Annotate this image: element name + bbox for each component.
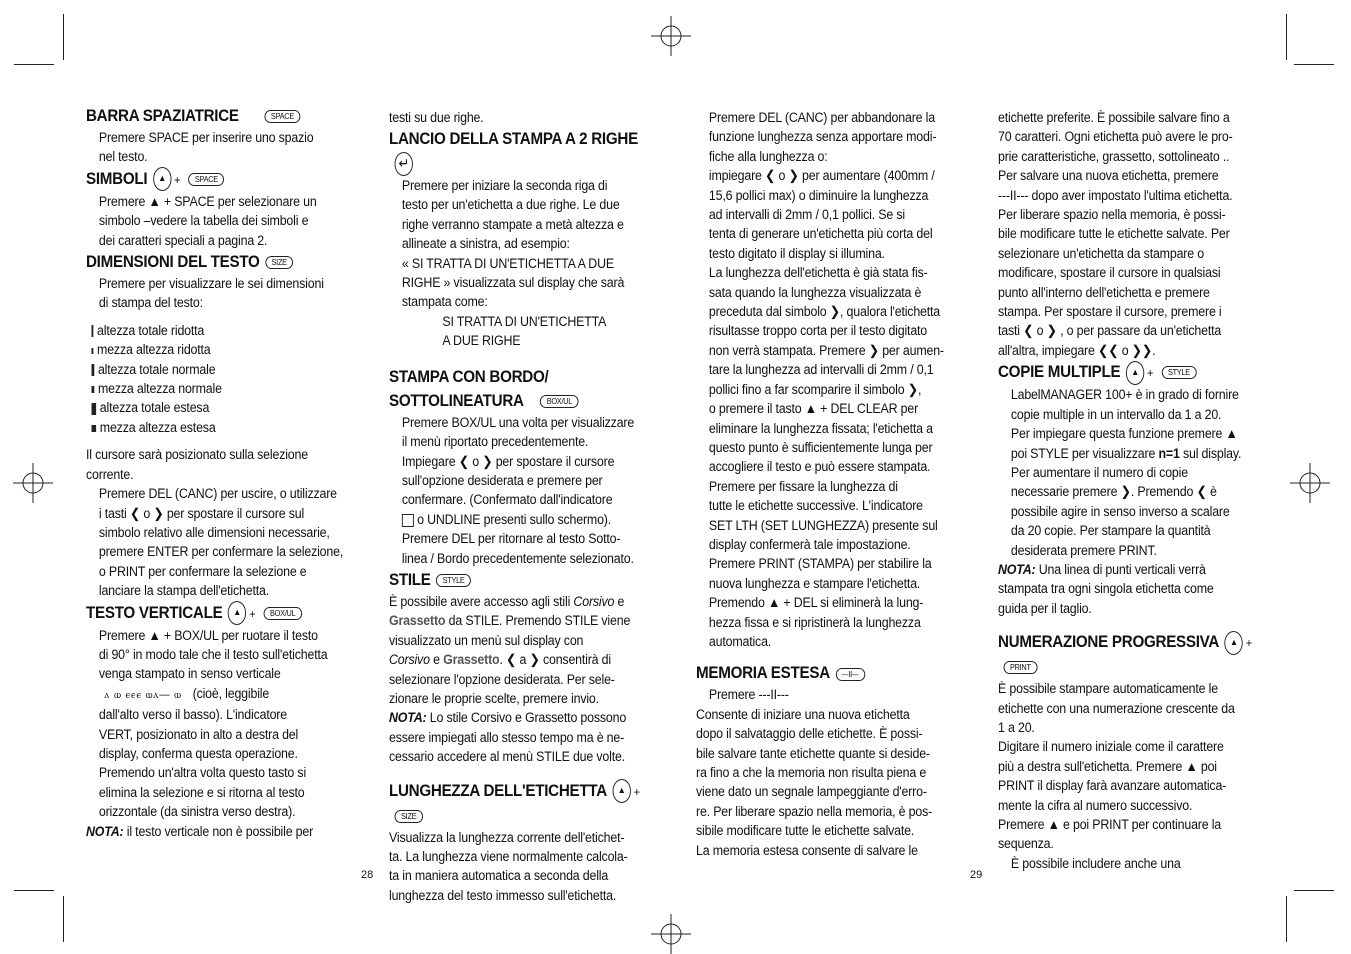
paragraph: testo digitato il display si illumina. [708,245,885,261]
paragraph: stampa. Per spostare il cursore, premere i [998,304,1222,320]
crop-mark [1286,896,1287,942]
up-arrow-key-icon: ▲ [1225,631,1243,655]
paragraph: o premere il tasto ▲ + DEL CLEAR per [708,401,919,417]
registration-mark-icon [651,914,691,954]
paragraph: tare la lunghezza ad intervalli di 2mm / 0,1 [708,362,934,378]
paragraph: necessarie premere ❯. Premendo ❮ è [1010,484,1217,500]
paragraph: simbolo –vedere la tabella dei simboli e [98,213,309,229]
heading-numerazione-progressiva: NUMERAZIONE PROGRESSIVA ▲ +PRINT [998,630,1256,679]
paragraph: visualizzato un menù sul display con [389,632,584,648]
paragraph: essere impiegati allo stesso tempo ma è ne- [389,729,625,745]
paragraph: dall'alto verso il basso). L'indicatore [98,707,287,723]
paragraph: cessario accedere al menù STILE due volte. [389,749,625,765]
paragraph: selezionare un'etichetta da stampare o [998,245,1204,261]
paragraph: La memoria estesa consente di salvare le [696,842,918,858]
paragraph: Per liberare spazio nella memoria, è possi- [998,207,1226,223]
paragraph: ⲁ ⲱ ⲉⲉⲉ ⲱⲁ— ⲱ (cioè, leggibile [104,685,270,701]
paragraph: simbolo relativo alle dimensioni necessarie, [98,524,330,540]
note: NOTA: il testo verticale non è possibile per [86,823,314,839]
paragraph: « SI TRATTA DI UN'ETICHETTA A DUE [401,255,614,271]
paragraph: mente la cifra al numero successivo. [998,797,1193,813]
crop-mark [63,896,64,942]
paragraph: Per impiegare questa funzione premere ▲ [1010,426,1238,442]
paragraph: orizzontale (da sinistra verso destra). [98,804,296,820]
paragraph: viene dato un segnale lampeggiante d'erro- [696,784,927,800]
paragraph: È possibile stampare automaticamente le [998,681,1218,697]
paragraph: ---II--- dopo aver impostato l'ultima etichetta. [998,187,1233,203]
size-glyph-icon [92,348,94,354]
paragraph: automatica. [708,633,772,649]
paragraph: display, conferma questa operazione. [98,745,298,761]
paragraph: Impiegare ❮ o ❯ per spostare il cursore [401,453,615,469]
paragraph: È possibile avere accesso agli stili Corsivo e [389,593,625,609]
paragraph: da 20 copie. Per stampare la quantità [1010,523,1211,539]
column-1 [86,104,344,841]
paragraph: re. Per liberare spazio nella memoria, è pos- [696,803,933,819]
paragraph: copie multiple in un intervallo da 1 a 20. [1010,406,1222,422]
paragraph: Per aumentare il numero di copie [1010,464,1188,480]
size-glyph-icon [92,325,94,337]
paragraph: dopo il salvataggio delle etichette. È possi- [696,726,923,742]
note: NOTA: Lo stile Corsivo e Grassetto possono [389,710,627,726]
registration-mark-icon [1290,463,1330,503]
paragraph: VERT, posizionato in alto a destra del [98,726,299,742]
paragraph: impiegare ❮ o ❯ per aumentare (400mm / [708,168,935,184]
paragraph: hezza fissa e si ripristinerà la lunghezza [708,614,921,630]
size-option: mezza altezza normale [86,379,344,398]
paragraph: lanciare la stampa dell'etichetta. [98,583,269,599]
paragraph: fiche alla lunghezza o: [708,148,828,164]
up-arrow-key-icon: ▲ [228,601,246,625]
paragraph: Digitare il numero iniziale come il carattere [998,739,1224,755]
size-option: altezza totale ridotta [86,321,344,340]
paragraph: più a destra sull'etichetta. Premere ▲ poi [998,758,1217,774]
crop-mark [1286,14,1287,60]
box-icon [402,514,414,527]
paragraph: tutte le etichette successive. L'indicatore [708,498,923,514]
paragraph: nuova lunghezza e stampare l'etichetta. [708,575,921,591]
paragraph: eliminare la lunghezza fissata; l'etichetta a [708,420,933,436]
note: NOTA: Una linea di punti verticali verrà [998,561,1206,577]
paragraph: bile modificare tutte le etichette salvate. Per [998,226,1230,242]
paragraph: tasti ❮ o ❯ , o per passare da un'etichetta [998,323,1222,339]
paragraph: 70 caratteri. Ogni etichetta può avere le pro- [998,129,1233,145]
paragraph: ta. La lunghezza viene normalmente calcola- [389,849,628,865]
paragraph: stampata tra ogni singola etichetta come [998,581,1214,597]
paragraph: preceduta dal simbolo ❯, qualora l'etichetta [708,304,941,320]
style-key-icon: STYLE [1162,366,1197,379]
up-arrow-key-icon: ▲ [612,779,630,803]
paragraph: Premere PRINT (STAMPA) per stabilire la [708,556,932,572]
paragraph: linea / Bordo precedentemente selezionato. [401,550,634,566]
heading-sottolineatura: SOTTOLINEATURA BOX/UL [389,389,647,413]
heading-memoria-estesa: MEMORIA ESTESA ---II--- [696,661,954,685]
paragraph: modificare, spostare il cursore in qualsiasi [998,265,1221,281]
paragraph: nel testo. [98,149,148,165]
paragraph: Premere ---II--- [708,687,789,703]
paragraph: ra fino a che la memoria non risulta piena e [696,765,927,780]
paragraph: di stampa del testo: [98,295,203,311]
paragraph: Premere ▲ + SPACE per selezionare un [98,193,317,209]
memory-key-icon: ---II--- [835,668,864,681]
paragraph: Per salvare una nuova etichetta, premere [998,168,1219,184]
paragraph: LabelMANAGER 100+ è in grado di fornire [1010,387,1239,403]
crop-mark [1294,64,1334,65]
registration-mark-icon [13,463,53,503]
column-2 [389,104,647,905]
paragraph: prie caratteristiche, grassetto, sottolineato .. [998,148,1230,164]
paragraph: PRINT il display farà avanzare automatica- [998,778,1227,794]
paragraph: SI TRATTA DI UN'ETICHETTA [442,313,607,329]
paragraph: Premere BOX/UL una volta per visualizzare [401,414,635,430]
paragraph: guida per il taglio. [998,600,1092,616]
heading-lunghezza-etichetta: LUNGHEZZA DELL'ETICHETTA ▲ +SIZE [389,779,647,828]
size-glyph-icon [92,403,97,415]
paragraph: Premere SPACE per inserire uno spazio [98,130,314,145]
heading-stile: STILE STYLE [389,568,647,592]
paragraph: Premere per visualizzare le sei dimensioni [98,276,324,292]
paragraph: dei caratteri speciali a pagina 2. [98,232,268,248]
paragraph: o PRINT per confermare la selezione e [98,563,307,579]
up-arrow-key-icon: ▲ [153,167,171,191]
paragraph: 1 a 20. [998,719,1035,735]
crop-mark [14,64,54,65]
heading-dimensioni-del-testo: DIMENSIONI DEL TESTO SIZE [86,250,344,274]
paragraph: testo per un'etichetta a due righe. Le due [401,197,620,213]
style-key-icon: STYLE [436,574,471,587]
paragraph: Consente di iniziare una nuova etichetta [696,706,910,722]
size-option: altezza totale estesa [86,398,344,417]
paragraph: desiderata premere PRINT. [1010,542,1157,558]
paragraph: premere ENTER per confermare la selezione, [98,544,344,560]
paragraph: funzione lunghezza senza apportare modi- [708,129,937,145]
paragraph: Premere DEL (CANC) per uscire, o utilizzare [98,486,337,502]
paragraph: etichette preferite. È possibile salvare fino a [998,110,1230,125]
paragraph: Visualizza la lunghezza corrente dell'etichet- [389,829,625,845]
paragraph: tenta di generare un'etichetta più corta del [708,226,933,242]
paragraph: selezionare l'opzione desiderata. Per sele- [389,671,615,687]
paragraph: possibile agire in senso inverso a scalare [1010,503,1230,519]
paragraph: Il cursore sarà posizionato sulla selezione [86,447,308,463]
page-number-right: 29 [970,869,983,881]
enter-key-icon: ↵ [395,152,413,176]
paragraph: non verrà stampata. Premere ❯ per aumen- [708,342,944,358]
page-number-left: 28 [361,869,374,881]
heading-testo-verticale: TESTO VERTICALE ▲ + BOX/UL [86,601,344,626]
paragraph: righe verranno stampate a metà altezza e [401,216,624,232]
size-key-icon: SIZE [265,256,293,269]
paragraph: È possibile includere anche una [1010,855,1181,871]
paragraph: risultasse troppo corta per il testo digitato [708,323,928,339]
box-ul-key-icon: BOX/UL [540,395,578,408]
paragraph: sull'opzione desiderata e premere per [401,472,603,488]
up-arrow-key-icon: ▲ [1126,361,1144,385]
paragraph: stampata come: [401,294,488,310]
paragraph: sibile modificare tutte le etichette salvate. [696,823,915,839]
paragraph: bile salvare tante etichette quante si deside- [696,745,930,761]
paragraph: Premere DEL (CANC) per abbandonare la [708,110,935,125]
paragraph: Premere ▲ + BOX/UL per ruotare il testo [98,627,318,643]
paragraph: RIGHE » visualizzata sul display che sarà [401,275,625,291]
crop-mark [14,890,54,891]
paragraph: elimina la selezione e si ritorna al testo [98,784,305,800]
paragraph: sequenza. [998,836,1054,852]
print-key-icon: PRINT [1004,661,1038,674]
paragraph: testi su due righe. [389,110,484,125]
heading-lancio-stampa: LANCIO DELLA STAMPA A 2 RIGHE↵ [389,127,647,176]
paragraph: allineate a sinistra, ad esempio: [401,236,570,252]
heading-simboli: SIMBOLI ▲ + SPACE [86,167,344,192]
heading-copie-multiple: COPIE MULTIPLE ▲ + STYLE [998,360,1256,385]
size-option: mezza altezza estesa [86,418,344,437]
paragraph: all'altra, impiegare ❮❮ o ❯❯. [998,342,1156,358]
size-option: altezza totale normale [86,360,344,379]
paragraph: il menù riportato precedentemente. [401,434,589,450]
paragraph: Premere per fissare la lunghezza di [708,478,898,494]
paragraph: Premere per iniziare la seconda riga di [401,178,608,194]
paragraph: Corsivo e Grassetto. ❮ a ❯ consentirà di [389,652,611,668]
column-3 [696,104,954,860]
paragraph: corrente. [86,466,134,482]
paragraph: zionare le proprie scelte, premere invio. [389,690,599,706]
size-glyph-icon [92,425,97,432]
paragraph: confermare. (Confermato dall'indicatore [401,492,613,508]
paragraph: etichette con una numerazione crescente da [998,700,1235,716]
paragraph: o UNDLINE presenti sullo schermo). [389,510,647,529]
paragraph: A DUE RIGHE [442,333,521,349]
column-4 [998,104,1256,873]
paragraph: Premere DEL per ritornare al testo Sotto- [401,531,621,547]
paragraph: poi STYLE per visualizzare n=1 sul display. [1010,445,1242,461]
paragraph: ta in maniera automatica a seconda della [389,868,609,884]
size-glyph-icon [92,364,95,376]
paragraph: punto all'interno dell'etichetta e premere [998,284,1210,300]
paragraph: i tasti ❮ o ❯ per spostare il cursore sul [98,505,305,521]
paragraph: sata quando la lunghezza visualizzata è [708,284,922,300]
space-key-icon: SPACE [188,173,224,186]
paragraph: lunghezza del testo immesso sull'etichetta. [389,887,617,903]
crop-mark [1294,890,1334,891]
heading-stampa-bordo: STAMPA CON BORDO/ [389,367,549,386]
paragraph: 15,6 pollici max) o diminuire la lunghezza [708,187,929,203]
paragraph: accogliere il testo e può essere stampata. [708,459,931,475]
paragraph: La lunghezza dell'etichetta è già stata fis- [708,265,928,281]
paragraph: pollici fino a far scomparire il simbolo ❯, [708,381,922,397]
vertical-text-glyphs: ⲁ ⲱ ⲉⲉⲉ ⲱⲁ— ⲱ [104,688,182,701]
paragraph: di 90° in modo tale che il testo sull'etichetta [98,646,328,662]
paragraph: ad intervalli di 2mm / 0,1 pollici. Se si [708,207,905,223]
paragraph: Premendo ▲ + DEL si eliminerà la lung- [708,595,924,611]
size-key-icon: SIZE [395,810,423,823]
paragraph: questo punto è sufficientemente lunga per [708,439,933,455]
paragraph: Grassetto da STILE. Premendo STILE viene [389,613,631,629]
heading-barra-spaziatrice: BARRA SPAZIATRICE SPACE [86,104,344,128]
paragraph: Premere ▲ e poi PRINT per continuare la [998,817,1222,832]
paragraph: Premendo un'altra volta questo tasto si [98,765,307,781]
paragraph: SET LTH (SET LUNGHEZZA) presente sul [708,517,938,533]
paragraph: display confermerà tale impostazione. [708,536,911,552]
registration-mark-icon [651,16,691,56]
size-glyph-icon [92,386,95,393]
box-ul-key-icon: BOX/UL [264,607,302,620]
size-option: mezza altezza ridotta [86,340,344,359]
crop-mark [63,14,64,60]
paragraph: venga stampato in senso verticale [98,666,281,682]
space-key-icon: SPACE [264,110,300,123]
